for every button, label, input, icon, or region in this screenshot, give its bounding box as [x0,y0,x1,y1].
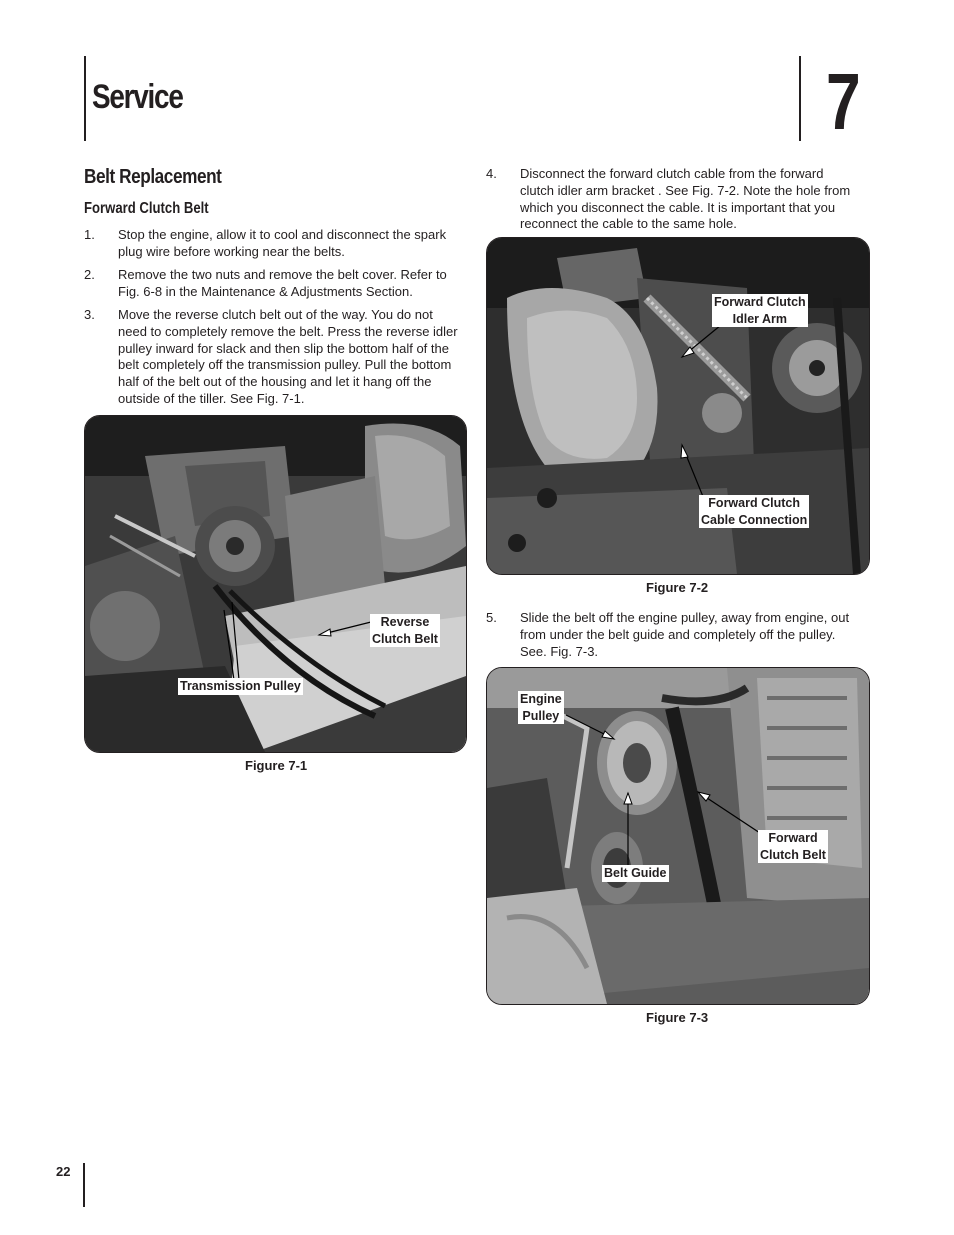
footer-rule [83,1163,85,1207]
figure-7-1-leader-lines [84,415,465,751]
page-number: 22 [56,1164,71,1179]
figure-7-3-caption: Figure 7-3 [646,1010,709,1025]
figure-7-2-caption: Figure 7-2 [646,580,709,595]
step-number: 1. [84,227,95,242]
step-text: Stop the engine, allow it to cool and disconnect the spark plug wire before working near the belts. [118,227,447,259]
callout-reverse-clutch-belt: Reverse Clutch Belt [372,615,438,646]
callout-forward-clutch-idler-arm: Forward Clutch Idler Arm [714,295,806,326]
step-text: Slide the belt off the engine pulley, away from engine, out from under the belt guide and completely off the pulley. See. Fig. 7-3. [520,610,850,659]
step-number: 3. [84,307,95,322]
header-left-rule [84,56,86,141]
section-subtitle: Forward Clutch Belt [84,200,209,217]
chapter-number: 7 [826,57,861,146]
callout-belt-guide: Belt Guide [604,866,667,880]
step-number: 5. [486,610,497,625]
figure-7-1-caption: Figure 7-1 [245,758,308,773]
callout-forward-clutch-belt: Forward Clutch Belt [760,831,826,862]
step-text: Remove the two nuts and remove the belt cover. Refer to Fig. 6-8 in the Maintenance & Adjustments Section. [118,267,447,299]
callout-transmission-pulley: Transmission Pulley [180,679,301,693]
step-number: 4. [486,166,497,181]
section-title: Belt Replacement [84,166,222,188]
figure-7-2-leader-lines [486,237,868,573]
step-text: Move the reverse clutch belt out of the way. You do not need to completely remove the belt. Press the reverse idler pulley inward for slack and then slip the bottom half of the belt completely off the transmission pulley. Pull the bottom half of the belt out of the housing and let it hang off the outside of the tiller. See Fig. 7-1. [118,307,458,406]
header-right-rule [799,56,801,141]
step-number: 2. [84,267,95,282]
callout-engine-pulley: Engine Pulley [520,692,562,723]
step-text: Disconnect the forward clutch cable from the forward clutch idler arm bracket . See Fig. 7-2. Note the hole from which you disconnect the cable. It is important that you reconnect the cable to the same hole. [520,166,851,232]
page-title: Service [92,78,183,116]
callout-forward-clutch-cable-connection: Forward Clutch Cable Connection [701,496,808,527]
